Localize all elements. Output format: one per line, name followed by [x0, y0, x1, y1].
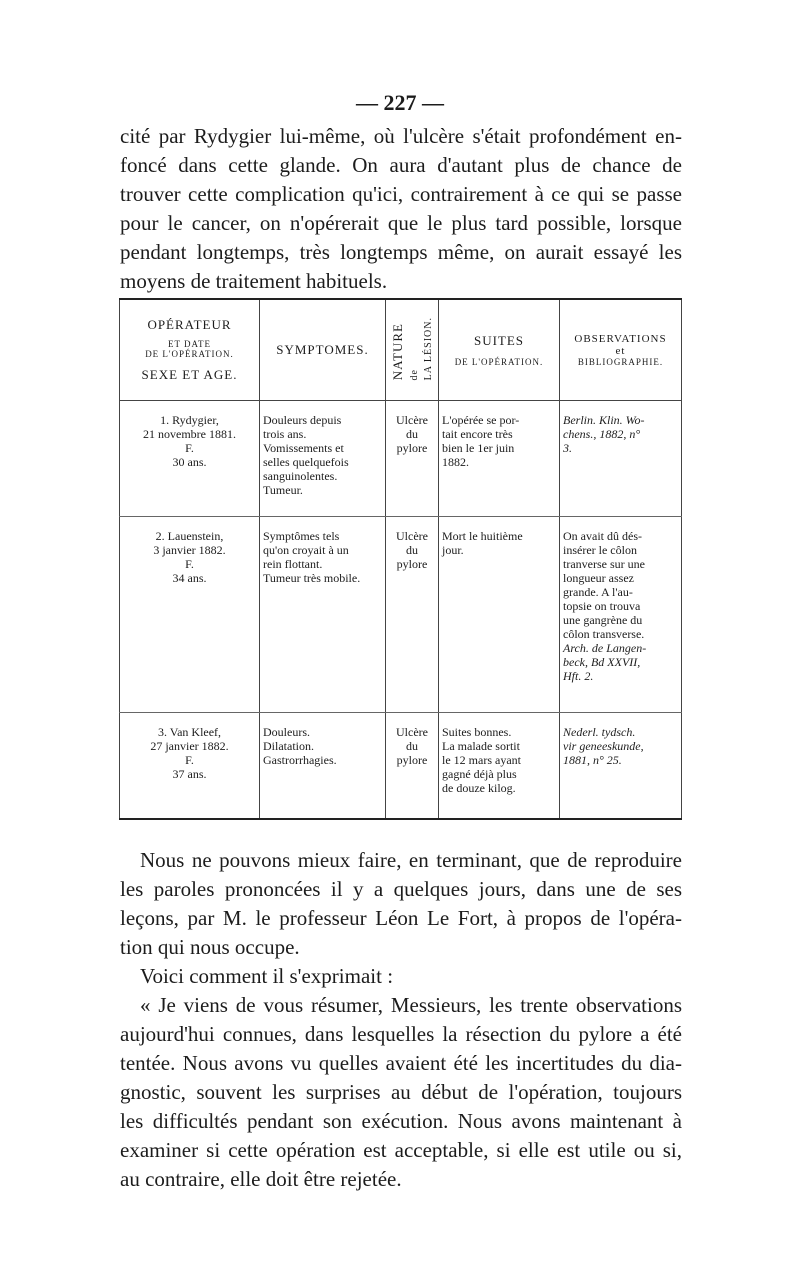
cell-line: Berlin. Klin. Wo-: [563, 413, 645, 427]
cell-line: longueur assez: [563, 571, 634, 585]
cell-line: Douleurs depuis: [263, 413, 342, 427]
cell-line: Tumeur très mobile.: [263, 571, 361, 585]
cell-line: 3.: [563, 441, 572, 455]
cell-line: topsie on trouva: [563, 599, 641, 613]
text-line: aujourd'hui connues, dans lesquelles la résection du pylore a été: [120, 1022, 682, 1046]
cell-line: Ulcère: [396, 725, 428, 739]
cell-symptoms: [260, 517, 386, 713]
table-row: [120, 713, 682, 820]
header-suites: SUITES DE L'OPÉRATION.: [439, 299, 560, 401]
cell-line: F.: [185, 753, 194, 767]
cell-line: La malade sortit: [442, 739, 520, 753]
cell-line: trois ans.: [263, 427, 307, 441]
cell-line: beck, Bd XXVII,: [563, 655, 641, 669]
cell-line: L'opérée se por-: [442, 413, 520, 427]
text-line: tentée. Nous avons vu quelles avaient été les incertitudes du dia-: [120, 1051, 682, 1075]
cell-operator: [120, 401, 260, 517]
cell-suites: [439, 517, 560, 713]
cell-operator: [120, 517, 260, 713]
header-observations: OBSERVATIONS et BIBLIOGRAPHIE.: [560, 299, 682, 401]
cell-line: de douze kilog.: [442, 781, 516, 795]
cell-operator: [120, 713, 260, 820]
cell-symptoms: [260, 401, 386, 517]
cell-line: gagné déjà plus: [442, 767, 517, 781]
cell-line: Ulcère: [396, 529, 428, 543]
table-row: [120, 401, 682, 517]
cell-line: Dilatation.: [263, 739, 314, 753]
cell-observations: [560, 401, 682, 517]
text-line: gnostic, souvent les surprises au début de l'opération, toujours: [120, 1080, 682, 1104]
cell-line: chens., 1882, n°: [563, 427, 641, 441]
cell-line: pylore: [396, 557, 428, 571]
cell-line: du: [406, 427, 418, 441]
cell-line: 30 ans.: [172, 455, 207, 469]
cell-line: Nederl. tydsch.: [563, 725, 636, 739]
text-line: trouver cette complication qu'ici, contrairement à ce qui se passe: [120, 182, 682, 206]
text-line: cité par Rydygier lui-même, où l'ulcère s'était profondément en-: [120, 124, 682, 148]
cell-line: Vomissements et: [263, 441, 344, 455]
cell-line: 2. Lauenstein,: [155, 529, 224, 543]
text-line: Voici comment il s'exprimait :: [140, 964, 394, 988]
table-header-row: [120, 299, 682, 401]
cell-line: pylore: [396, 441, 428, 455]
cell-line: Gastrorrhagies.: [263, 753, 337, 767]
cell-line: 37 ans.: [172, 767, 207, 781]
cell-line: Hft. 2.: [563, 669, 594, 683]
cell-line: 21 novembre 1881.: [143, 427, 236, 441]
cell-line: 1881, n° 25.: [563, 753, 622, 767]
page-number: — 227 —: [356, 90, 444, 115]
cell-line: jour.: [442, 543, 464, 557]
cell-line: 27 janvier 1882.: [150, 739, 229, 753]
cell-line: qu'on croyait à un: [263, 543, 349, 557]
cell-line: bien le 1er juin: [442, 441, 515, 455]
text-line: foncé dans cette glande. On aura d'autant plus de chance de: [120, 153, 682, 177]
cell-line: F.: [185, 441, 194, 455]
text-line: pour le cancer, on n'opérerait que le plus tard possible, lorsque: [120, 211, 682, 235]
cell-line: rein flottant.: [263, 557, 323, 571]
text-line: Nous ne pouvons mieux faire, en terminant, que de reproduire: [140, 848, 682, 872]
cell-line: une gangrène du: [563, 613, 643, 627]
text-line: examiner si cette opération est acceptable, si elle est utile ou si,: [120, 1138, 682, 1162]
cell-line: tait encore très: [442, 427, 513, 441]
cell-symptoms: [260, 713, 386, 820]
paragraph-quote: [120, 991, 682, 1194]
cell-line: Mort le huitième: [442, 529, 523, 543]
paragraph-quote-intro: [120, 962, 682, 991]
text-line: moyens de traitement habituels.: [120, 269, 388, 293]
text-line: au contraire, elle doit être rejetée.: [120, 1167, 402, 1191]
cell-line: Arch. de Langen-: [563, 641, 647, 655]
cell-nature: [386, 517, 439, 713]
text-line: tion qui nous occupe.: [120, 935, 300, 959]
cell-line: tranverse sur une: [563, 557, 645, 571]
cell-line: 3 janvier 1882.: [153, 543, 226, 557]
text-line: « Je viens de vous résumer, Messieurs, les trente observations: [140, 993, 682, 1017]
cell-line: du: [406, 543, 418, 557]
cell-line: F.: [185, 557, 194, 571]
header-symptoms: SYMPTOMES.: [260, 299, 386, 401]
cell-line: 3. Van Kleef,: [157, 725, 222, 739]
paragraph-conclusion: [120, 846, 682, 962]
cell-line: vir geneeskunde,: [563, 739, 644, 753]
cell-line: Ulcère: [396, 413, 428, 427]
text-line: les paroles prononcées il y a quelques jours, dans une de ses: [120, 877, 682, 901]
paragraph-intro: [120, 122, 682, 296]
cell-nature: [386, 401, 439, 517]
header-operator: OPÉRATEUR ET DATE DE L'OPÉRATION. SEXE ET AGE.: [120, 299, 260, 401]
cell-line: On avait dû dés-: [563, 529, 642, 543]
cell-nature: [386, 713, 439, 820]
cell-suites: [439, 713, 560, 820]
header-nature: NATURE de LA LÉSION.: [386, 299, 439, 401]
cell-suites: [439, 401, 560, 517]
cell-line: insérer le côlon: [563, 543, 637, 557]
table-row: [120, 517, 682, 713]
cell-line: selles quelquefois: [263, 455, 349, 469]
cell-line: Suites bonnes.: [442, 725, 512, 739]
cell-observations: [560, 713, 682, 820]
cell-line: du: [406, 739, 418, 753]
cell-line: côlon transverse.: [563, 627, 645, 641]
cell-line: Tumeur.: [263, 483, 303, 497]
text-line: pendant longtemps, très longtemps même, on aurait essayé les: [120, 240, 682, 264]
cell-line: grande. A l'au-: [563, 585, 633, 599]
cell-line: sanguinolentes.: [263, 469, 338, 483]
text-line: leçons, par M. le professeur Léon Le Fort, à propos de l'opéra-: [120, 906, 682, 930]
cell-line: pylore: [396, 753, 428, 767]
cell-observations: [560, 517, 682, 713]
cell-line: le 12 mars ayant: [442, 753, 521, 767]
operations-table: [119, 298, 682, 820]
cell-line: 1. Rydygier,: [160, 413, 219, 427]
cell-line: Symptômes tels: [263, 529, 340, 543]
text-line: les difficultés pendant son exécution. Nous avons maintenant à: [120, 1109, 682, 1133]
cell-line: 34 ans.: [172, 571, 207, 585]
cell-line: 1882.: [442, 455, 469, 469]
cell-line: Douleurs.: [263, 725, 310, 739]
